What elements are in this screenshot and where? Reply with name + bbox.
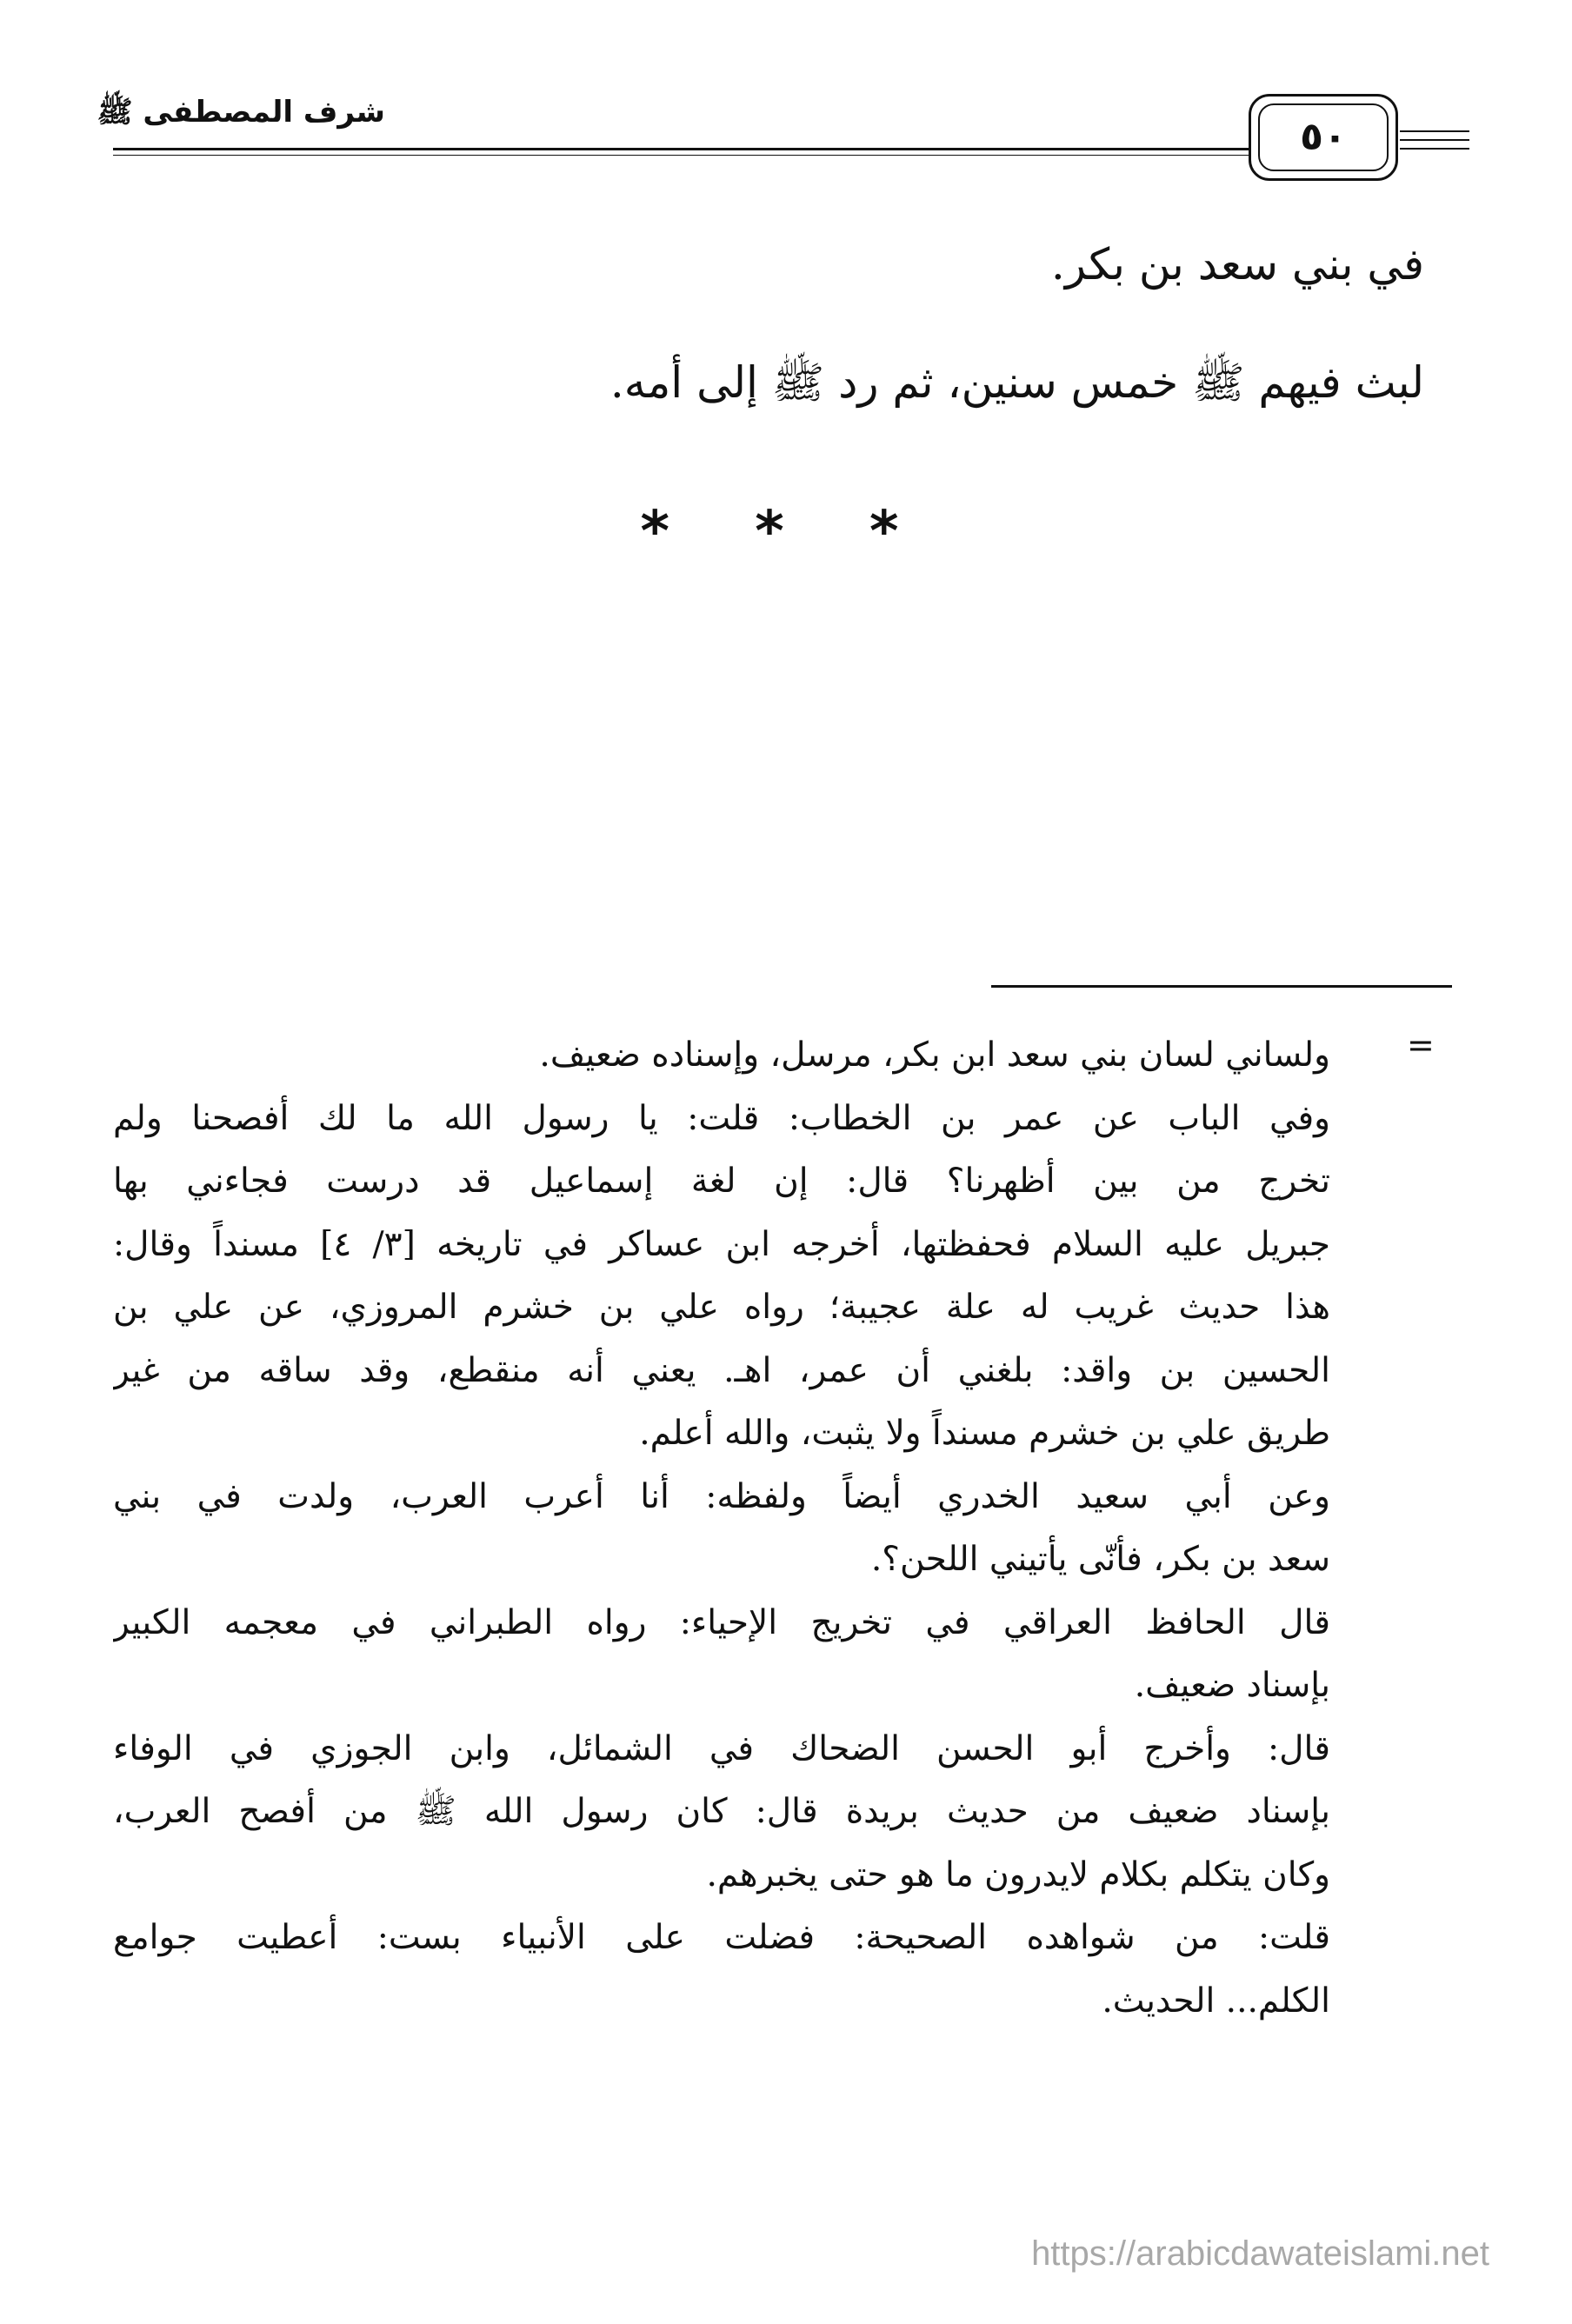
main-text-line: في بني سعد بن بكر. bbox=[1050, 239, 1424, 290]
footnote-line: جبريل عليه السلام فحفظتها، أخرجه ابن عساكر في تاريخه [٣/ ٤] مسنداً وقال: bbox=[113, 1224, 1330, 1264]
page-number-inner-frame bbox=[1258, 103, 1389, 171]
footnote-line: الكلم... الحديث. bbox=[1102, 1981, 1330, 2021]
header-rule bbox=[113, 148, 1252, 150]
watermark-url: https://arabicdawateislami.net bbox=[1031, 2234, 1489, 2273]
footnote-separator-rule bbox=[991, 985, 1452, 988]
footnote-line: تخرج من بين أظهرنا؟ قال: إن لغة إسماعيل قد درست فجاءني بها bbox=[113, 1162, 1330, 1201]
page-number: ٥٠ bbox=[1300, 115, 1347, 159]
footnote-line: بإسناد ضعيف. bbox=[1134, 1666, 1330, 1705]
header-ornament-line bbox=[1400, 130, 1469, 132]
footnote-line: قال الحافظ العراقي في تخريج الإحياء: رواه الطبراني في معجمه الكبير bbox=[113, 1602, 1330, 1642]
footnote-line: سعد بن بكر، فأنّى يأتيني اللحن؟. bbox=[870, 1540, 1330, 1579]
footnote-line: بإسناد ضعيف من حديث بريدة قال: كان رسول الله ﷺ من أفصح العرب، bbox=[113, 1792, 1330, 1831]
footnote-line: الحسين بن واقد: بلغني أن عمر، اهـ. يعني أنه منقطع، وقد ساقه من غير bbox=[113, 1350, 1330, 1390]
header-rule-thin bbox=[113, 155, 1252, 156]
footnote-line: وفي الباب عن عمر بن الخطاب: قلت: يا رسول الله ما لك أفصحنا ولم bbox=[113, 1098, 1330, 1138]
footnote-line: طريق علي بن خشرم مسنداً ولا يثبت، والله أعلم. bbox=[639, 1414, 1330, 1453]
section-divider: * * * bbox=[640, 500, 932, 564]
main-text-line: لبث فيهم ﷺ خمس سنين، ثم رد ﷺ إلى أمه. bbox=[609, 357, 1424, 408]
footnote-line: وعن أبي سعيد الخدري أيضاً ولفظه: أنا أعرب العرب، ولدت في بني bbox=[113, 1476, 1330, 1516]
header-ornament-line bbox=[1400, 148, 1469, 150]
footnotes-block bbox=[113, 1024, 1330, 2033]
footnote-line: قال: وأخرج أبو الحسن الضحاك في الشمائل، وابن الجوزي في الوفاء bbox=[113, 1728, 1330, 1768]
header-ornament-line bbox=[1400, 139, 1469, 141]
footnote-line: هذا حديث غريب له علة عجيبة؛ رواه علي بن خشرم المروزي، عن علي بن bbox=[113, 1288, 1330, 1327]
page-number-frame bbox=[1249, 94, 1398, 181]
footnote-line: ولساني لسان بني سعد ابن بكر، مرسل، وإسناده ضعيف. bbox=[539, 1035, 1330, 1075]
footnote-continuation-mark: = bbox=[1407, 1026, 1435, 1064]
footnote-line: وكان يتكلم بكلام لايدرون ما هو حتى يخبرهم. bbox=[706, 1855, 1330, 1894]
running-title: شرف المصطفى ﷺ bbox=[97, 95, 385, 130]
footnote-line: قلت: من شواهده الصحيحة: فضلت على الأنبياء بست: أعطيت جوامع bbox=[113, 1918, 1330, 1957]
